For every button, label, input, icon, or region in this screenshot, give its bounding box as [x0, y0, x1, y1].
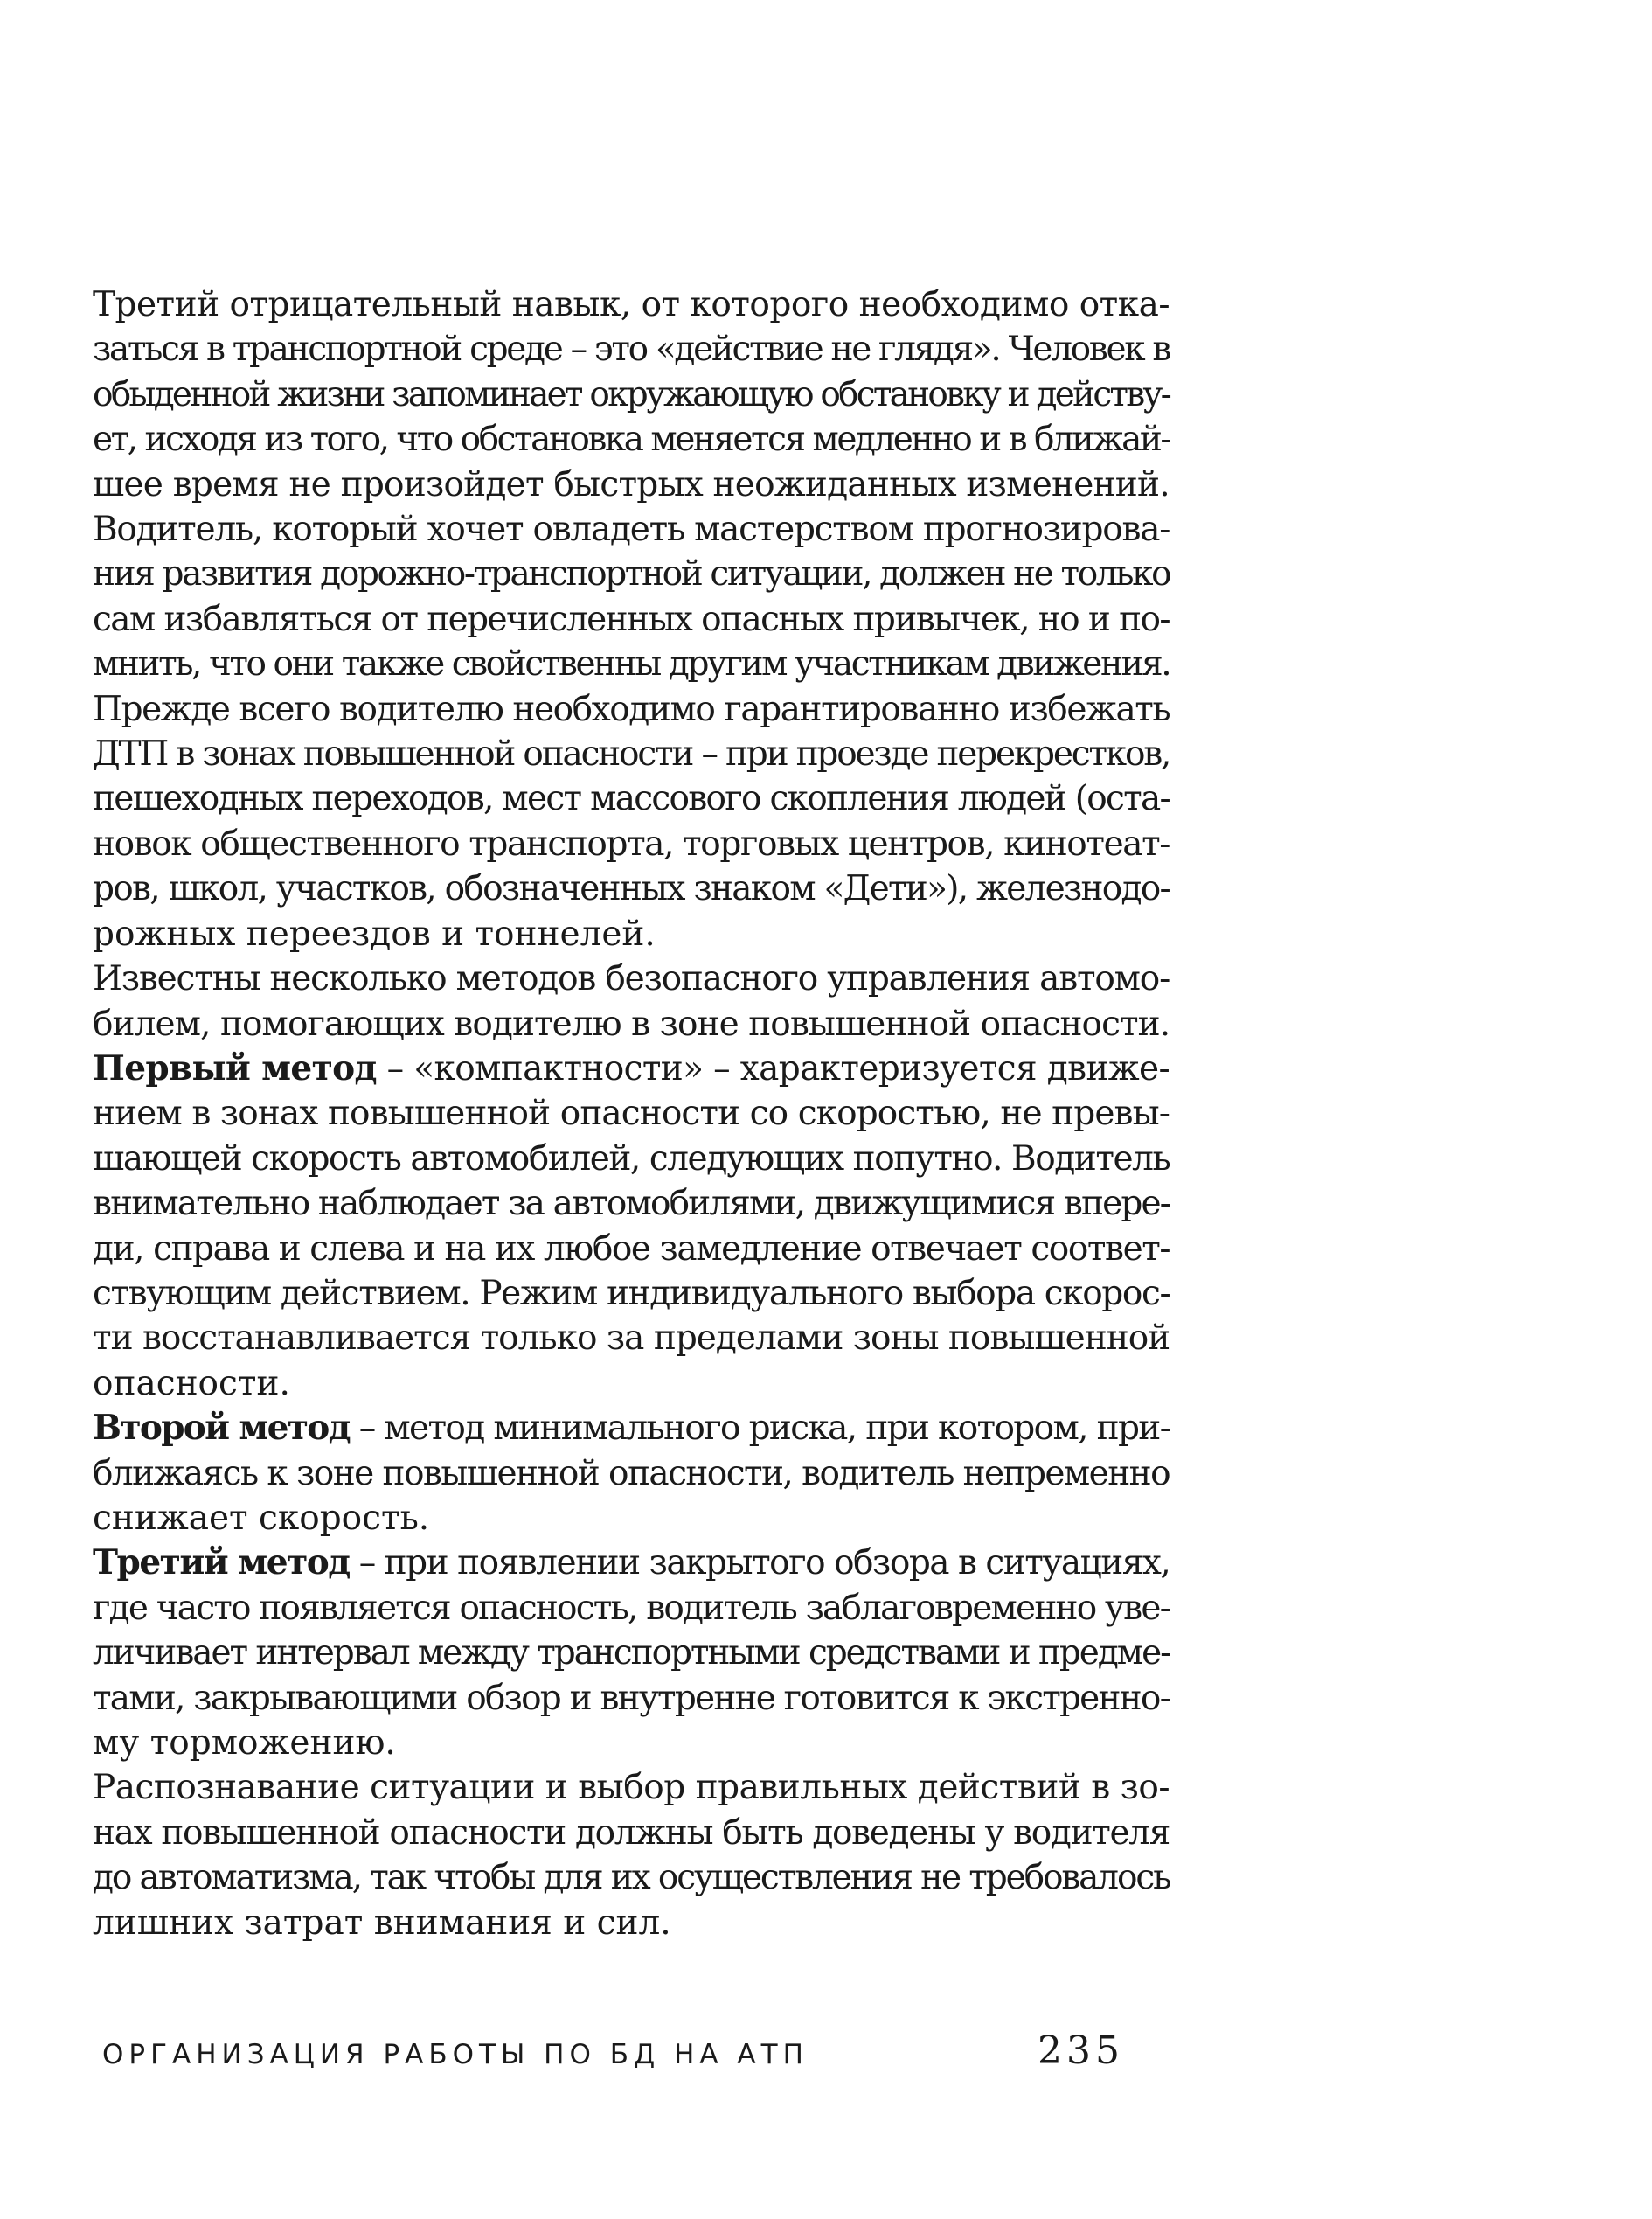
text-line: шее время не произойдет быстрых неожиданных изменений.: [93, 464, 1170, 504]
text-line: шающей скорость автомобилей, следующих попутно. Водитель: [93, 1138, 1170, 1179]
text-line: лишних затрат внимания и сил.: [93, 1902, 671, 1943]
text-line: до автоматизма, так чтобы для их осуществления не требовалось: [93, 1858, 1170, 1898]
paragraph-third-method: [93, 1541, 1170, 1765]
text-line: рожных переездов и тоннелей.: [93, 914, 656, 954]
page-number: 235: [1038, 2028, 1124, 2073]
text-line: ния развития дорожно-транспортной ситуации, должен не только: [93, 554, 1170, 595]
text-line: опасности.: [93, 1363, 290, 1403]
text-line: где часто появляется опасность, водитель заблаговременно уве-: [93, 1588, 1170, 1628]
text-line: ближаясь к зоне повышенной опасности, водитель непременно: [93, 1453, 1170, 1493]
text-fragment: – «компактности» – характеризуется движе-: [376, 1048, 1170, 1089]
text-line: [93, 1541, 1170, 1585]
text-line: [93, 1047, 1170, 1091]
text-line: нием в зонах повышенной опасности со скоростью, не превы-: [93, 1094, 1170, 1134]
text-line: ди, справа и слева и на их любое замедление отвечает соответ-: [93, 1228, 1170, 1269]
paragraph: [93, 507, 1170, 956]
text-line: ствующим действием. Режим индивидуального выбора скорос-: [93, 1273, 1170, 1313]
text-line: снижает скорость.: [93, 1498, 430, 1538]
text-line: новок общественного транспорта, торговых центров, кинотеат-: [93, 824, 1170, 864]
text-line: внимательно наблюдает за автомобилями, движущимися впере-: [93, 1184, 1170, 1224]
text-line: заться в транспортной среде – это «действие не глядя». Человек в: [93, 330, 1170, 370]
method-title: Третий метод: [93, 1542, 350, 1583]
method-title: Первый метод: [93, 1047, 377, 1089]
page-footer: [102, 2028, 1124, 2081]
paragraph: [93, 282, 1170, 507]
text-line: Водитель, который хочет овладеть мастерством прогнозирова-: [93, 510, 1170, 550]
running-title: ОРГАНИЗАЦИЯ РАБОТЫ ПО БД НА АТП: [102, 2039, 809, 2070]
paragraph: [93, 1765, 1170, 1945]
body-text: [93, 282, 1170, 1945]
text-line: ти восстанавливается только за пределами зоны повышенной: [93, 1318, 1170, 1359]
text-line: [93, 1406, 1170, 1450]
text-line: мнить, что они также свойственны другим участникам движения.: [93, 644, 1170, 685]
text-line: билем, помогающих водителю в зоне повышенной опасности.: [93, 1004, 1170, 1044]
text-line: тами, закрывающими обзор и внутренне готовится к экстренно-: [93, 1678, 1170, 1718]
text-line: Распознавание ситуации и выбор правильных действий в зо-: [93, 1768, 1170, 1808]
text-line: личивает интервал между транспортными средствами и предме-: [93, 1633, 1170, 1673]
text-line: нах повышенной опасности должны быть доведены у водителя: [93, 1812, 1170, 1853]
text-fragment: – метод минимального риска, при котором, при-: [350, 1409, 1170, 1449]
paragraph-first-method: [93, 1047, 1170, 1406]
text-line: ров, школ, участков, обозначенных знаком «Дети»), железнодо-: [93, 869, 1170, 909]
text-line: Третий отрицательный навык, от которого необходимо отка-: [93, 285, 1170, 324]
text-line: пешеходных переходов, мест массового скопления людей (оста-: [93, 779, 1170, 819]
text-line: му торможению.: [93, 1723, 396, 1763]
text-line: ет, исходя из того, что обстановка меняется медленно и в ближай-: [93, 420, 1170, 460]
text-line: Прежде всего водителю необходимо гарантированно избежать: [93, 689, 1170, 729]
text-line: обыденной жизни запоминает окружающую обстановку и действу-: [93, 374, 1170, 414]
text-fragment: – при появлении закрытого обзора в ситуациях,: [349, 1543, 1170, 1583]
paragraph: [93, 956, 1170, 1047]
text-line: Известны несколько методов безопасного управления автомо-: [93, 959, 1170, 999]
text-line: ДТП в зонах повышенной опасности – при проезде перекрестков,: [93, 734, 1170, 775]
method-title: Второй метод: [93, 1408, 350, 1449]
paragraph-second-method: [93, 1406, 1170, 1541]
text-line: сам избавляться от перечисленных опасных привычек, но и по-: [93, 599, 1170, 639]
